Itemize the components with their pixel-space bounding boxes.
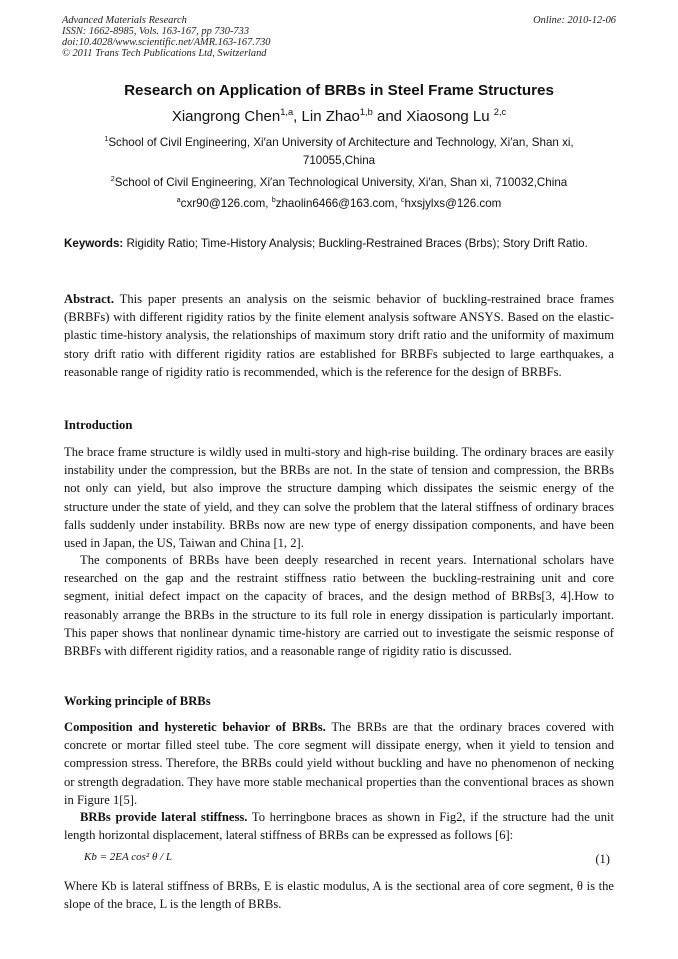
journal-name: Advanced Materials Research <box>62 15 187 26</box>
working-paragraph-1 <box>64 718 614 809</box>
introduction-paragraph-2: The components of BRBs have been deeply researched in recent years. International scholars have researched on the gap and the restraint stiffness ratio between the buckling-restraining unit and core segment, initial defect impact on the capacity of braces, and the design method of BRBs[3, 4].How to reasonably arrange the BRBs in the structure to its full role in energy dissipation is particularly important. This paper shows that nonlinear dynamic time-history are carried out to investigate the seismic response of BRBFs with different rigidity ratios, and a reasonable range of rigidity ratio is discussed. <box>64 553 614 659</box>
introduction-paragraph-1: The brace frame structure is wildly used in multi-story and high-rise building. The ordinary braces are easily instability under the compression, but the BRBs are not. In the state of tension and compression, the BRBs not only can yield, but also improve the structure damping which dissipates the seismic energy of the structure under the state of yield, and they can solve the problem that the lateral stiffness of ordinary braces falls suddenly under instability. BRBs now are new type of energy dissipation components, and have been used in Japan, the US, Taiwan and China [1, 2]. <box>64 445 614 551</box>
working-paragraph-1-label: Composition and hysteretic behavior of BRBs. <box>64 720 326 734</box>
email-1[interactable]: cxr90@126.com, <box>180 197 272 210</box>
author-line <box>0 108 678 125</box>
email-a-sup: a <box>176 195 181 205</box>
doi-line: doi:10.4028/www.scientific.net/AMR.163-167.730 <box>62 37 271 48</box>
introduction-heading: Introduction <box>64 418 133 432</box>
paper-title: Research on Application of BRBs in Steel Frame Structures <box>124 82 554 99</box>
author-sep-2: and <box>372 108 407 125</box>
working-paragraph-2 <box>64 808 614 844</box>
keywords-label: Keywords: <box>64 237 124 250</box>
email-b-sup: b <box>271 195 276 205</box>
working-paragraph-2-label: BRBs provide lateral stiffness. <box>80 810 248 824</box>
working-paragraph-3: Where Kb is lateral stiffness of BRBs, E is elastic modulus, A is the sectional area of core segment, θ is the slope of the brace, L is the length of BRBs. <box>64 879 614 912</box>
email-c-sup: c <box>400 195 405 205</box>
email-2[interactable]: zhaolin6466@163.com, <box>275 197 401 210</box>
abstract-label: Abstract. <box>64 292 115 306</box>
author-2-sup: 1,b <box>359 107 373 117</box>
working-principle-heading: Working principle of BRBs <box>64 694 211 708</box>
author-2: Lin Zhao <box>301 108 360 125</box>
issn-line: ISSN: 1662-8985, Vols. 163-167, pp 730-733 <box>62 26 250 37</box>
copyright-line: © 2011 Trans Tech Publications Ltd, Switzerland <box>62 48 267 59</box>
abstract <box>64 290 614 381</box>
affiliation-2-text: School of Civil Engineering, Xi′an Technological University, Xi′an, Shan xi, 710032,China <box>114 176 568 189</box>
email-line <box>0 197 678 210</box>
author-3: Xiaosong Lu <box>406 108 494 125</box>
author-1: Xiangrong Chen <box>171 108 281 125</box>
working-paragraph-1-text: The BRBs are that the ordinary braces covered with concrete or mortar filled steel tube. The core segment will dissipate energy, when it yield to tension and compression stress. Therefore, the BRBs could yield without buckling and have no phenomenon of necking or strength degradation. They have more stable mechanical properties than the conventional braces as shown in Figure 1[5]. <box>64 720 614 807</box>
keywords <box>64 234 614 253</box>
author-1-sup: 1,a <box>280 107 294 117</box>
abstract-text: This paper presents an analysis on the seismic behavior of buckling-restrained brace frames (BRBFs) with different rigidity ratios by the finite element analysis software ANSYS. Based on the elastic-plastic time-history analysis, the relationships of maximum story drift ratio and the uniformity of maximum story drift ratio with different rigidity ratios are established for BRBFs subjected to large earthquakes, a reasonable range of rigidity ratio is recommended, which is the reference for the design of BRBFs. <box>64 292 614 379</box>
affiliation-1 <box>78 134 600 170</box>
affiliation-2 <box>78 174 600 192</box>
equation-1-number: (1) <box>595 852 610 866</box>
email-3[interactable]: hxsjylxs@126.com <box>404 197 502 210</box>
keywords-text: Rigidity Ratio; Time-History Analysis; Buckling-Restrained Braces (Brbs); Story Drift Ratio. <box>123 237 588 250</box>
affiliation-1-sup: 1 <box>104 134 109 144</box>
journal-header <box>62 15 502 59</box>
author-sep-1: , <box>293 108 302 125</box>
affiliation-2-sup: 2 <box>110 174 115 184</box>
affiliation-1-text: School of Civil Engineering, Xi′an University of Architecture and Technology, Xi′an, Shan xi, 710055,China <box>108 136 574 167</box>
equation-1: Kb = 2EA cos² θ / L <box>84 851 173 863</box>
author-3-sup: 2,c <box>493 107 507 117</box>
online-date: Online: 2010-12-06 <box>533 15 616 26</box>
working-paragraph-2-text: To herringbone braces as shown in Fig2, if the structure had the unit length horizontal displacement, lateral stiffness of BRBs can be expressed as follows [6]: <box>64 810 614 843</box>
